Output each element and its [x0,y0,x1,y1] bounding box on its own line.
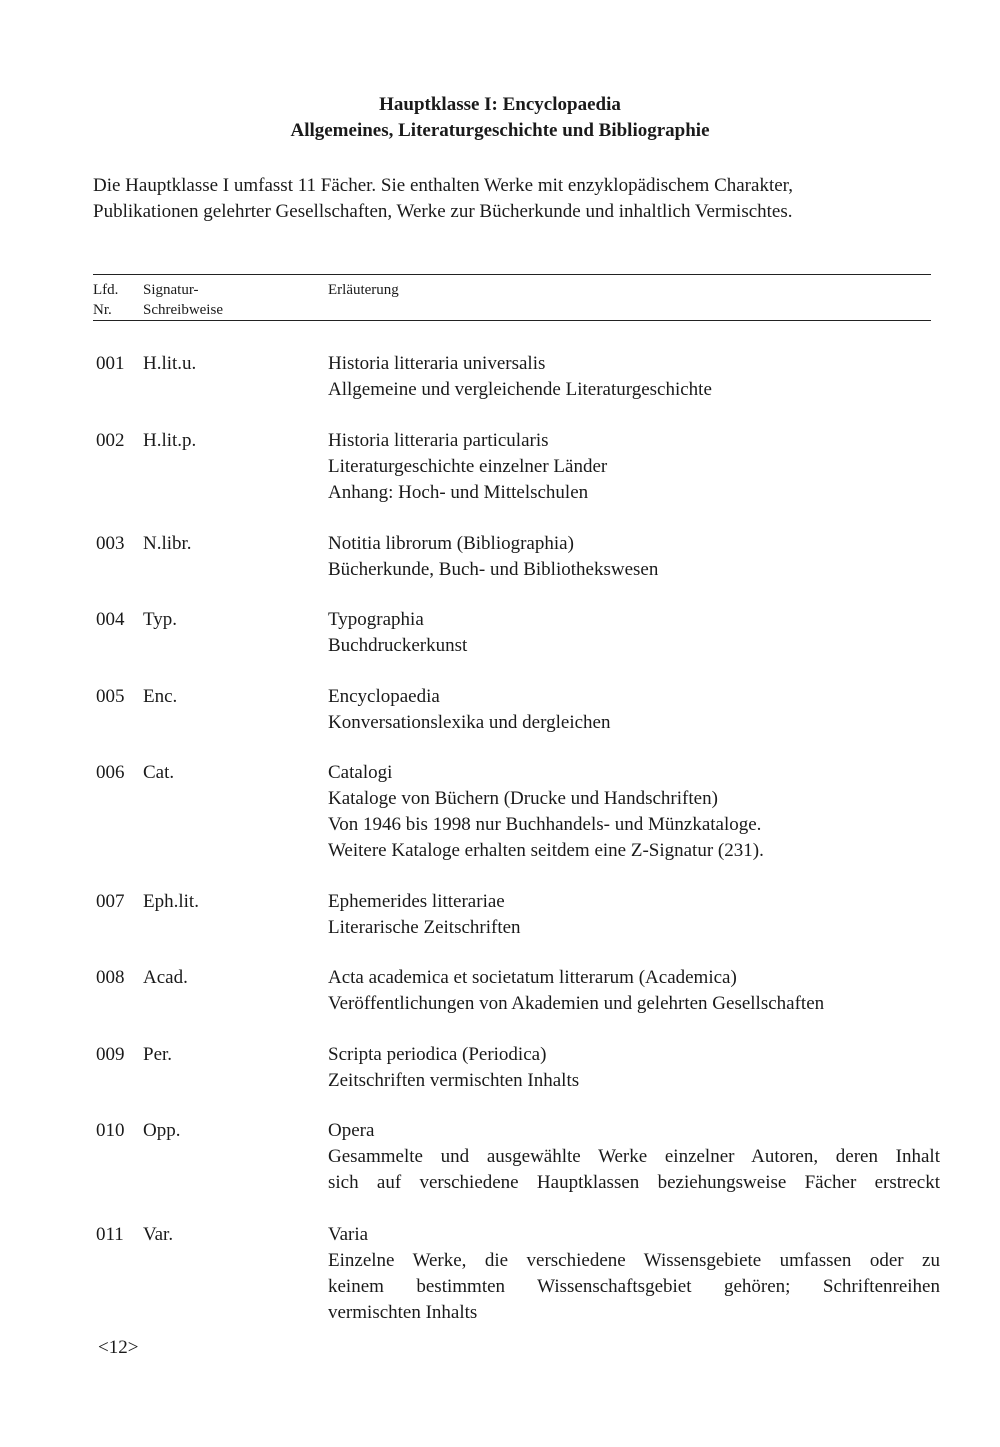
entry-description-line: Varia [328,1224,369,1245]
header-erlaeuterung: Erläuterung [328,282,399,298]
entry-description [328,1118,940,1196]
entry-signature: Opp. [143,1120,181,1141]
entry-description-line: Literarische Zeitschriften [328,917,521,938]
entry-description-line: Scripta periodica (Periodica) [328,1044,547,1065]
entry-description-line: Allgemeine und vergleichende Literaturgeschichte [328,379,712,400]
entry-description-line: Kataloge von Büchern (Drucke und Handschriften) [328,788,718,809]
entry-number: 006 [96,762,125,783]
entry-description-line: Encyclopaedia [328,686,440,707]
page-number: <12> [98,1337,139,1358]
entry-signature: H.lit.p. [143,430,197,451]
entry-description [328,428,940,506]
entry-number: 004 [96,609,125,630]
entry-signature: Cat. [143,762,175,783]
header-lfd-nr [93,280,118,320]
entry-description-line: Literaturgeschichte einzelner Länder [328,456,608,477]
entry-number: 010 [96,1120,125,1141]
entry-description-line: Einzelne Werke, die verschiedene Wissensgebiete umfassen oder zu [328,1250,940,1271]
entry-number: 007 [96,891,125,912]
entry-description [328,1042,940,1094]
entry-signature: N.libr. [143,533,192,554]
header-nr-label: Nr. [93,302,112,318]
header-lfd-label: Lfd. [93,282,119,298]
header-signatur-label: Signatur- [143,282,199,298]
intro-line: Publikationen gelehrter Gesellschaften, Werke zur Bücherkunde und inhaltlich Vermischtes. [93,201,793,222]
entry-number: 011 [96,1224,124,1245]
table-top-rule [93,274,931,275]
entry-signature: Typ. [143,609,178,630]
entry-description-line: Ephemerides litterariae [328,891,505,912]
entry-description [328,531,940,583]
entry-description-line: Anhang: Hoch- und Mittelschulen [328,482,589,503]
entry-description [328,965,940,1017]
entry-description-line: Historia litteraria universalis [328,353,546,374]
entry-signature: Eph.lit. [143,891,199,912]
entry-description [328,351,940,403]
entry-description [328,889,940,941]
header-signatur [143,280,223,320]
entry-signature: H.lit.u. [143,353,197,374]
entry-description-line: Buchdruckerkunst [328,635,468,656]
entry-description-line: Opera [328,1120,375,1141]
entry-description-line: Zeitschriften vermischten Inhalts [328,1070,580,1091]
entry-description [328,760,940,864]
entry-signature: Acad. [143,967,188,988]
entry-description [328,607,940,659]
entry-description-line: Veröffentlichungen von Akademien und gelehrten Gesellschaften [328,993,825,1014]
entry-number: 008 [96,967,125,988]
entry-description-line: sich auf verschiedene Hauptklassen beziehungsweise Fächer erstreckt [328,1172,940,1193]
entry-description [328,1222,940,1326]
entry-description-line: vermischten Inhalts [328,1302,478,1323]
entry-description-line: Bücherkunde, Buch- und Bibliothekswesen [328,559,659,580]
entry-number: 003 [96,533,125,554]
entry-description-line: Gesammelte und ausgewählte Werke einzelner Autoren, deren Inhalt [328,1146,940,1167]
page-title: Hauptklasse I: Encyclopaedia [379,94,621,115]
page-subtitle: Allgemeines, Literaturgeschichte und Bibliographie [290,120,710,141]
entry-description [328,684,940,736]
entry-number: 002 [96,430,125,451]
entry-description-line: Historia litteraria particularis [328,430,549,451]
table-header-rule [93,320,931,321]
entry-description-line: Konversationslexika und dergleichen [328,712,611,733]
entry-description-line: Von 1946 bis 1998 nur Buchhandels- und Münzkataloge. [328,814,762,835]
entry-number: 005 [96,686,125,707]
entry-description-line: Notitia librorum (Bibliographia) [328,533,574,554]
entry-description-line: Weitere Kataloge erhalten seitdem eine Z-Signatur (231). [328,840,764,861]
entry-number: 009 [96,1044,125,1065]
entry-signature: Per. [143,1044,173,1065]
header-schreibweise-label: Schreibweise [143,302,223,318]
entry-signature: Enc. [143,686,178,707]
entry-description-line: Acta academica et societatum litterarum (Academica) [328,967,737,988]
intro-line: Die Hauptklasse I umfasst 11 Fächer. Sie enthalten Werke mit enzyklopädischem Charakter, [93,175,793,196]
entry-number: 001 [96,353,125,374]
intro-paragraph [93,173,943,225]
entry-description-line: keinem bestimmten Wissenschaftsgebiet gehören; Schriftenreihen [328,1276,940,1297]
entry-description-line: Catalogi [328,762,393,783]
entry-signature: Var. [143,1224,174,1245]
entry-description-line: Typographia [328,609,424,630]
